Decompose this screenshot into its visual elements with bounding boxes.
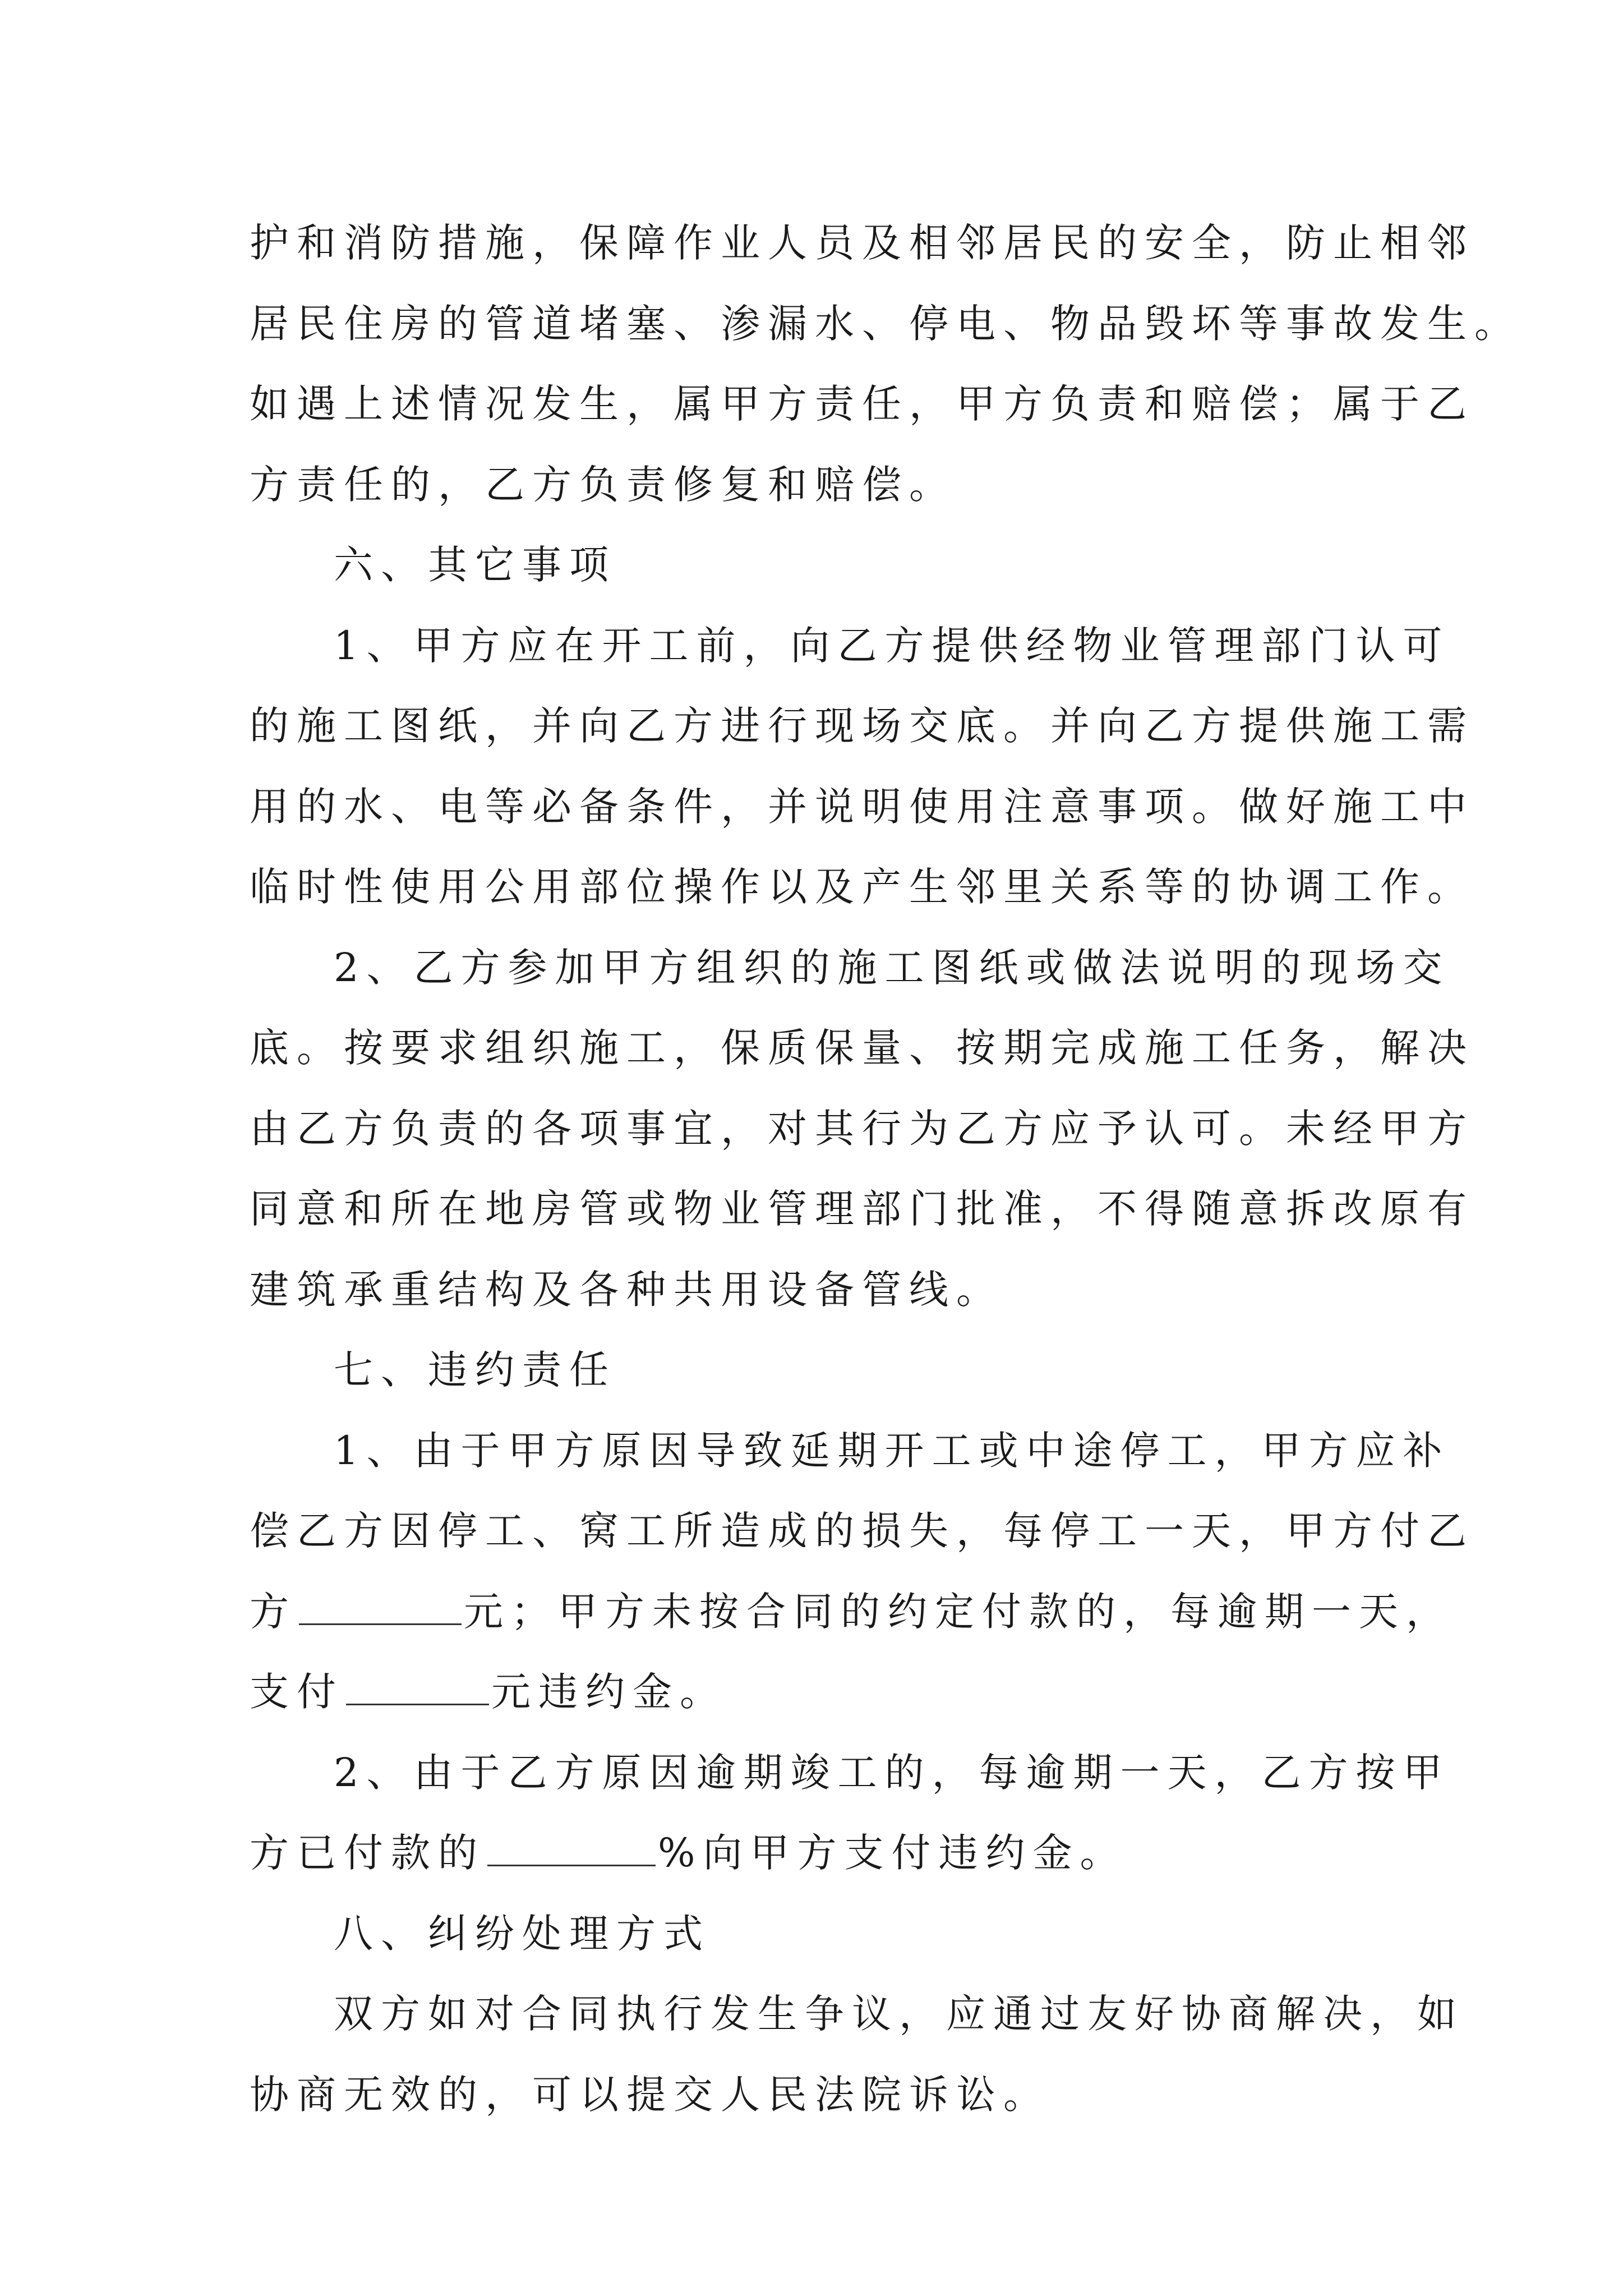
text-fragment: 元；甲方未按合同的约定付款的，每逾期一天， <box>464 1588 1453 1635</box>
text-line: 同意和所在地房管或物业管理部门批准，不得随意拆改原有 <box>250 1186 1474 1232</box>
text-line: 护和消防措施，保障作业人员及相邻居民的安全，防止相邻 <box>250 220 1474 266</box>
text-line-with-blank <box>250 1572 1453 1653</box>
text-line: 1、由于甲方原因导致延期开工或中途停工，甲方应补 <box>334 1427 1450 1474</box>
text-fragment: 方已付款的 <box>250 1830 485 1876</box>
text-line: 建筑承重结构及各种共用设备管线。 <box>250 1266 1003 1313</box>
text-line: 方责任的，乙方负责修复和赔偿。 <box>250 461 956 508</box>
text-line-with-blank <box>250 1813 1394 1894</box>
text-line: 双方如对合同执行发生争议，应通过友好协商解决，如 <box>334 1991 1464 2037</box>
document-body <box>250 203 1521 2135</box>
heading-text: 八、纠纷处理方式 <box>334 1910 711 1957</box>
paragraph-6-1 <box>250 606 1474 928</box>
text-fragment: %向甲方支付违约金。 <box>658 1830 1127 1876</box>
section-heading-7 <box>250 1330 1394 1411</box>
paragraph-7-1 <box>250 1411 1474 1733</box>
text-line: 2、乙方参加甲方组织的施工图纸或做法说明的现场交 <box>334 944 1450 991</box>
heading-text: 六、其它事项 <box>334 542 616 588</box>
paragraph-6-2 <box>250 928 1474 1331</box>
text-line: 协商无效的，可以提交人民法院诉讼。 <box>250 2071 1050 2118</box>
daily-compensation-blank[interactable] <box>299 1590 462 1625</box>
text-line: 的施工图纸，并向乙方进行现场交底。并向乙方提供施工需 <box>250 703 1474 749</box>
text-fragment: 支付 <box>250 1669 344 1715</box>
paragraph-7-2 <box>250 1733 1450 1894</box>
heading-text: 七、违约责任 <box>334 1347 616 1393</box>
penalty-amount-blank[interactable] <box>346 1670 489 1705</box>
text-line: 1、甲方应在开工前，向乙方提供经物业管理部门认可 <box>334 622 1450 669</box>
penalty-percent-blank[interactable] <box>487 1831 656 1866</box>
text-line: 用的水、电等必备条件，并说明使用注意事项。做好施工中 <box>250 783 1474 830</box>
text-fragment: 方 <box>250 1588 297 1635</box>
paragraph-safety-continued <box>250 203 1521 525</box>
paragraph-8 <box>250 1974 1464 2135</box>
text-fragment: 元违约金。 <box>491 1669 727 1715</box>
text-line: 临时性使用公用部位操作以及产生邻里关系等的协调工作。 <box>250 864 1474 910</box>
section-heading-8 <box>250 1894 1394 1975</box>
section-heading-6 <box>250 525 1394 606</box>
text-line: 如遇上述情况发生，属甲方责任，甲方负责和赔偿；属于乙 <box>250 381 1474 427</box>
text-line: 2、由于乙方原因逾期竣工的，每逾期一天，乙方按甲 <box>334 1749 1450 1796</box>
text-line: 偿乙方因停工、窝工所造成的损失，每停工一天，甲方付乙 <box>250 1508 1474 1554</box>
text-line-with-blank <box>250 1652 1394 1733</box>
text-line: 由乙方负责的各项事宜，对其行为乙方应予认可。未经甲方 <box>250 1105 1474 1152</box>
text-line: 底。按要求组织施工，保质保量、按期完成施工任务，解决 <box>250 1025 1474 1071</box>
text-line: 居民住房的管道堵塞、渗漏水、停电、物品毁坏等事故发生。 <box>250 300 1521 347</box>
